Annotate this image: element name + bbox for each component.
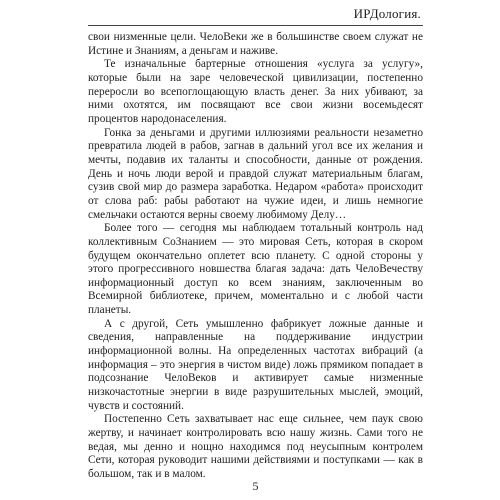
book-page — [88, 0, 423, 500]
paragraph-4: Более того — сегодня мы наблюдаем тотальный контроль над коллективным СоЗнанием — это мировая Сеть, которая в скором будущем окончательно оплетет всю планету. С одной стороны у этого прогрессивного новшества благая задача: дать ЧелоВечеству информационный доступ ко всем знаниям, заключенным во Всемирной библиотеке, причем, моментально и с любой части планеты. — [88, 222, 423, 317]
paragraph-6: Постепенно Сеть захватывает нас еще сильнее, чем паук свою жертву, и начинает контролировать всю нашу жизнь. Сами того не ведая, мы денно и нощно находимся под неусыпным контролем Сети, которая руководит нашими действиями и поступками — как в большом, так и в малом. — [88, 413, 423, 480]
paragraph-3: Гонка за деньгами и другими иллюзиями реальности незаметно превратила людей в рабов, загнав в дальний угол все их желания и мечты, подавив их таланты и способности, данные от рождения. День и ночь люди верой и правдой служат материальным благам, сузив свой мир до размера заработка. Недаром «работа» происходит от слова раб: рабы работают на чужие идеи, и лишь немногие смельчаки остаются верны своему любимому Делу… — [88, 126, 423, 221]
paragraph-5: А с другой, Сеть умышленно фабрикует ложные данные и сведения, направленные на поддерживание индустрии информационной волны. На определенных частотах вибраций (а информация – это энергия в чистом виде) ложь прямиком попадает в подсознание ЧелоВеков и активирует самые низменные низкочастотные энергии в виде разрушительных мыслей, эмоций, чувств и состояний. — [88, 317, 423, 412]
running-head-title: ИРДология. — [353, 6, 421, 21]
page-number: 5 — [252, 479, 259, 493]
body-text — [88, 31, 423, 482]
paragraph-2: Те изначальные бартерные отношения «услуга за услугу», которые были на заре человеческой цивилизации, постепенно переросли во всепоглощающую власть денег. За них убивают, за ними охотятся, им посвящают все свои жизни восемьдесят процентов народонаселения. — [88, 58, 423, 125]
header-rule — [88, 25, 423, 26]
paragraph-1: свои низменные цели. ЧелоВеки же в большинстве своем служат не Истине и Знаниям, а деньгам и наживе. — [88, 31, 423, 57]
